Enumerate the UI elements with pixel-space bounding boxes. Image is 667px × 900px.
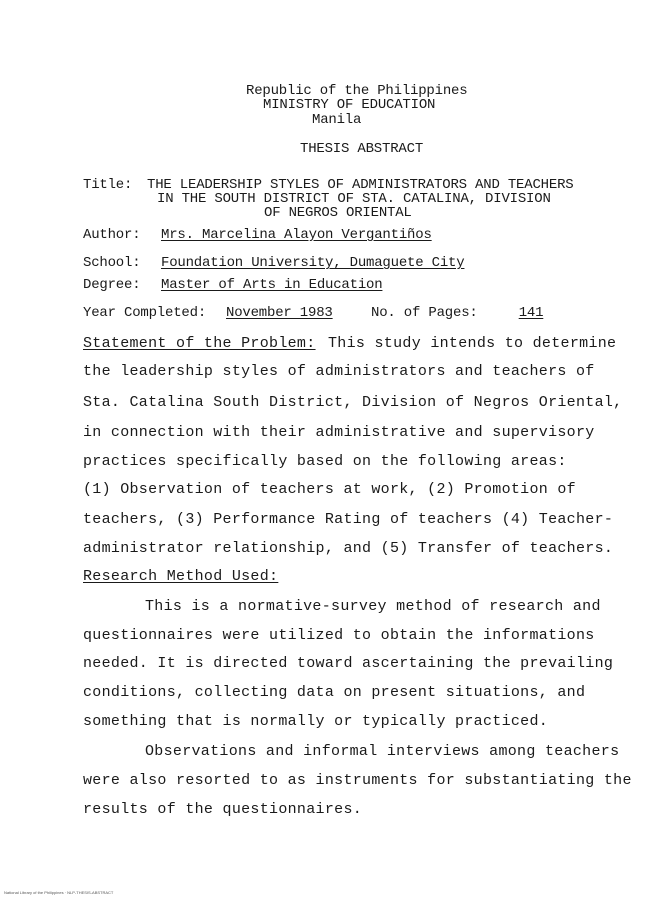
school-value: Foundation University, Dumaguete City [161, 255, 465, 271]
pages-value: 141 [518, 305, 544, 321]
author-value: Mrs. Marcelina Alayon Vergantiños [161, 227, 432, 243]
method-line-3: needed. It is directed toward ascertaining the prevailing [83, 655, 614, 672]
pages-label: No. of Pages: [371, 305, 478, 321]
title-line-1: THE LEADERSHIP STYLES OF ADMINISTRATORS AND TEACHERS [147, 177, 574, 193]
degree-label: Degree: [83, 277, 141, 293]
title-label: Title: [83, 177, 133, 193]
title-line-2: IN THE SOUTH DISTRICT OF STA. CATALINA, DIVISION [157, 191, 551, 207]
author-label: Author: [83, 227, 141, 243]
degree-value: Master of Arts in Education [161, 277, 383, 293]
ministry-line: MINISTRY OF EDUCATION [263, 97, 436, 113]
problem-line-4: in connection with their administrative and supervisory [83, 424, 595, 441]
problem-line-5: practices specifically based on the following areas: [83, 453, 567, 470]
problem-line-3: Sta. Catalina South District, Division of Negros Oriental, [83, 394, 623, 411]
problem-line-2: the leadership styles of administrators and teachers of [83, 363, 595, 380]
method-line-6: Observations and informal interviews among teachers [145, 743, 620, 760]
footer-note: National Library of the Philippines · NLP-THESIS-ABSTRACT [4, 890, 114, 895]
method-line-1: This is a normative-survey method of research and [145, 598, 601, 615]
republic-line: Republic of the Philippines [246, 83, 468, 99]
problem-line-7: teachers, (3) Performance Rating of teachers (4) Teacher- [83, 511, 614, 528]
problem-line-6: (1) Observation of teachers at work, (2) Promotion of [83, 481, 576, 498]
method-line-2: questionnaires were utilized to obtain the informations [83, 627, 595, 644]
method-line-8: results of the questionnaires. [83, 801, 363, 818]
method-heading: Research Method Used: [83, 568, 279, 585]
title-line-3: OF NEGROS ORIENTAL [264, 205, 412, 221]
manila-line: Manila [312, 112, 362, 128]
year-label: Year Completed: [83, 305, 207, 321]
year-value: November 1983 [226, 305, 333, 321]
method-line-4: conditions, collecting data on present situations, and [83, 684, 586, 701]
problem-line-8: administrator relationship, and (5) Transfer of teachers. [83, 540, 614, 557]
problem-line-1: This study intends to determine [328, 335, 617, 352]
method-line-7: were also resorted to as instruments for substantiating the [83, 772, 632, 789]
doc-type: THESIS ABSTRACT [300, 141, 424, 157]
school-label: School: [83, 255, 141, 271]
problem-heading: Statement of the Problem: [83, 335, 316, 352]
method-line-5: something that is normally or typically practiced. [83, 713, 549, 730]
